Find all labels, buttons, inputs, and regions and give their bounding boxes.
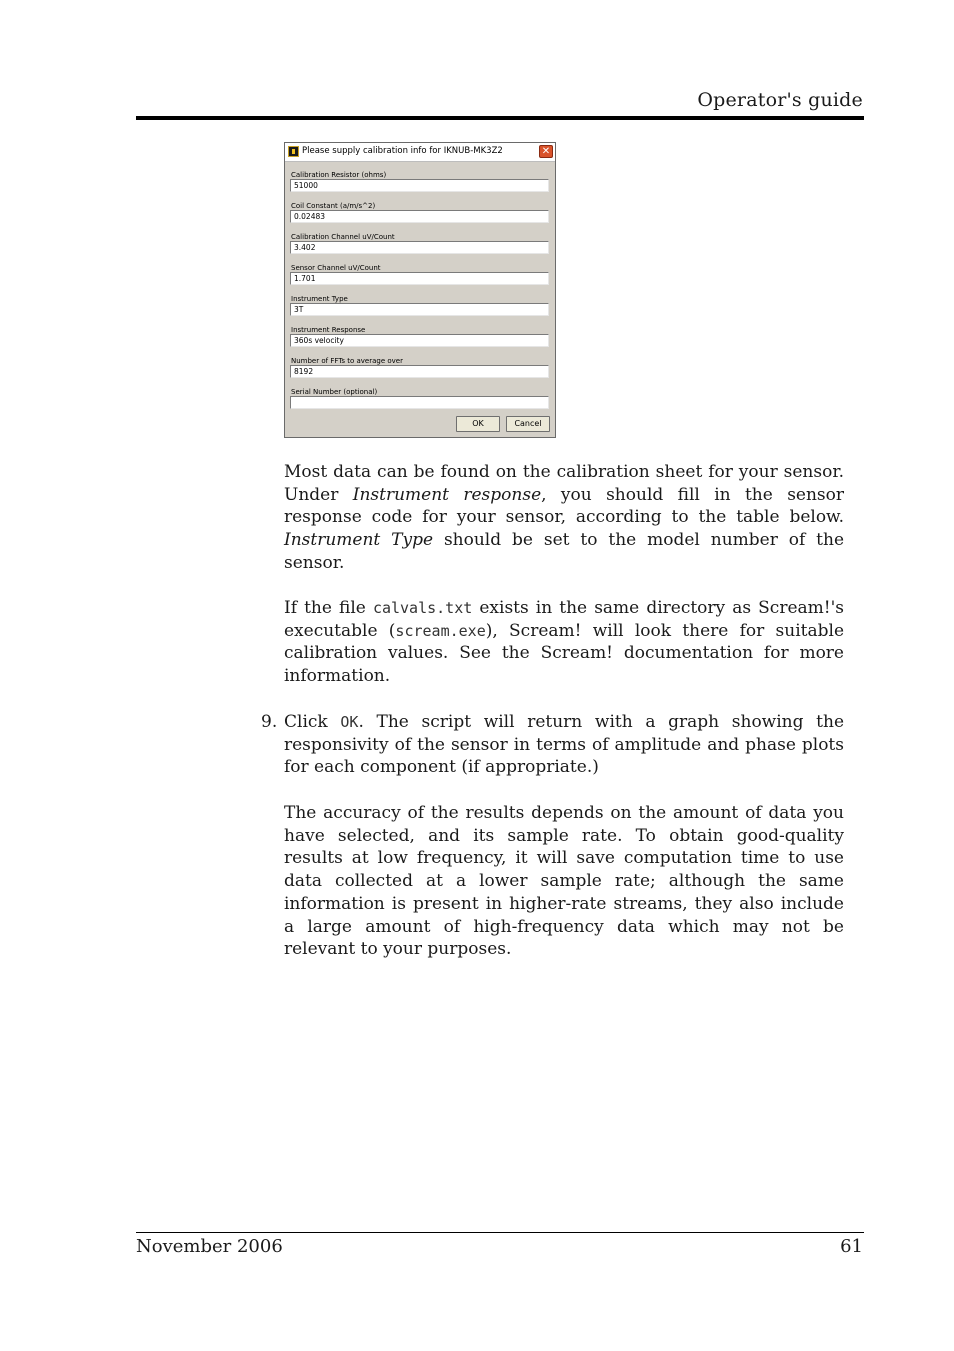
cancel-button[interactable]: Cancel <box>506 416 550 432</box>
field-label: Number of FFTs to average over <box>291 357 403 365</box>
footer-date: November 2006 <box>136 1236 283 1257</box>
field-number-ffts <box>290 354 550 385</box>
text: Most data can be found on the calibration sheet for your sensor. Under <box>284 462 844 505</box>
paragraph-accuracy <box>284 802 844 961</box>
number-ffts-input[interactable]: 8192 <box>290 365 549 378</box>
text: , you should fill in the sensor response code for your sensor, according to the table below. <box>284 484 845 528</box>
dialog-buttons <box>456 416 550 432</box>
step-9-text <box>284 711 844 779</box>
paragraph-calibration-sheet <box>284 461 844 575</box>
field-instrument-type <box>290 292 550 323</box>
text: exists in the same directory as Scream!'s executable ( <box>284 598 844 641</box>
field-label: Instrument Response <box>291 326 366 334</box>
field-calibration-channel <box>290 230 550 261</box>
text: ), Scream! will look there for suitable calibration values. See the Scream! documentation for more information. <box>284 620 844 687</box>
running-header: Operator's guide <box>697 89 863 111</box>
field-serial-number <box>290 385 550 416</box>
field-instrument-response <box>290 323 550 354</box>
emphasis-instrument-response: Instrument response <box>352 484 542 505</box>
dialog-body <box>285 162 555 416</box>
close-icon[interactable]: ✕ <box>539 145 553 158</box>
text: If the file <box>284 598 373 618</box>
field-label: Sensor Channel uV/Count <box>291 264 381 272</box>
text: should be set to the model number of the sensor. <box>284 530 844 573</box>
calibration-channel-input[interactable]: 3.402 <box>290 241 549 254</box>
list-number: 9. <box>261 712 278 732</box>
text: . The script will return with a graph showing the responsivity of the sensor in terms of amplitude and phase plots for each component (if appropriate.) <box>284 712 845 778</box>
footer-rule <box>136 1232 864 1233</box>
sensor-channel-input[interactable]: 1.701 <box>290 272 549 285</box>
coil-constant-input[interactable]: 0.02483 <box>290 210 549 223</box>
dialog-titlebar[interactable] <box>285 143 555 162</box>
ok-button[interactable]: OK <box>456 416 500 432</box>
instrument-response-input[interactable]: 360s velocity <box>290 334 549 347</box>
code-scream-exe: scream.exe <box>395 621 486 640</box>
field-label: Coil Constant (a/m/s^2) <box>291 202 376 210</box>
text: The accuracy of the results depends on the amount of data you have selected, and its sample rate. To obtain good-quality results at low frequency, it will save computation time to use data collected at a lower sample rate; although the same information is present in higher-rate streams, they also include a large amount of high-frequency data which may not be relevant to your purposes. <box>284 803 844 960</box>
field-label: Calibration Channel uV/Count <box>291 233 395 241</box>
paragraph-calvals-file <box>284 597 844 688</box>
field-coil-constant <box>290 199 550 230</box>
calibration-dialog <box>284 142 556 438</box>
header-rule <box>136 116 864 120</box>
field-label: Serial Number (optional) <box>291 388 378 396</box>
field-calibration-resistor <box>290 168 550 199</box>
calibration-resistor-input[interactable]: 51000 <box>290 179 549 192</box>
dialog-title: Please supply calibration info for IKNUB-MK3Z2 <box>302 146 503 156</box>
code-ok: OK <box>340 713 359 731</box>
field-sensor-channel <box>290 261 550 292</box>
code-calvals: calvals.txt <box>372 599 473 617</box>
field-label: Instrument Type <box>291 295 348 303</box>
emphasis-instrument-type: Instrument Type <box>284 530 434 551</box>
instrument-type-input[interactable]: 3T <box>290 303 549 316</box>
serial-number-input[interactable] <box>290 396 549 409</box>
field-label: Calibration Resistor (ohms) <box>291 171 387 179</box>
page-number: 61 <box>840 1236 863 1257</box>
text: Click <box>284 712 341 732</box>
matlab-app-icon <box>288 146 299 157</box>
